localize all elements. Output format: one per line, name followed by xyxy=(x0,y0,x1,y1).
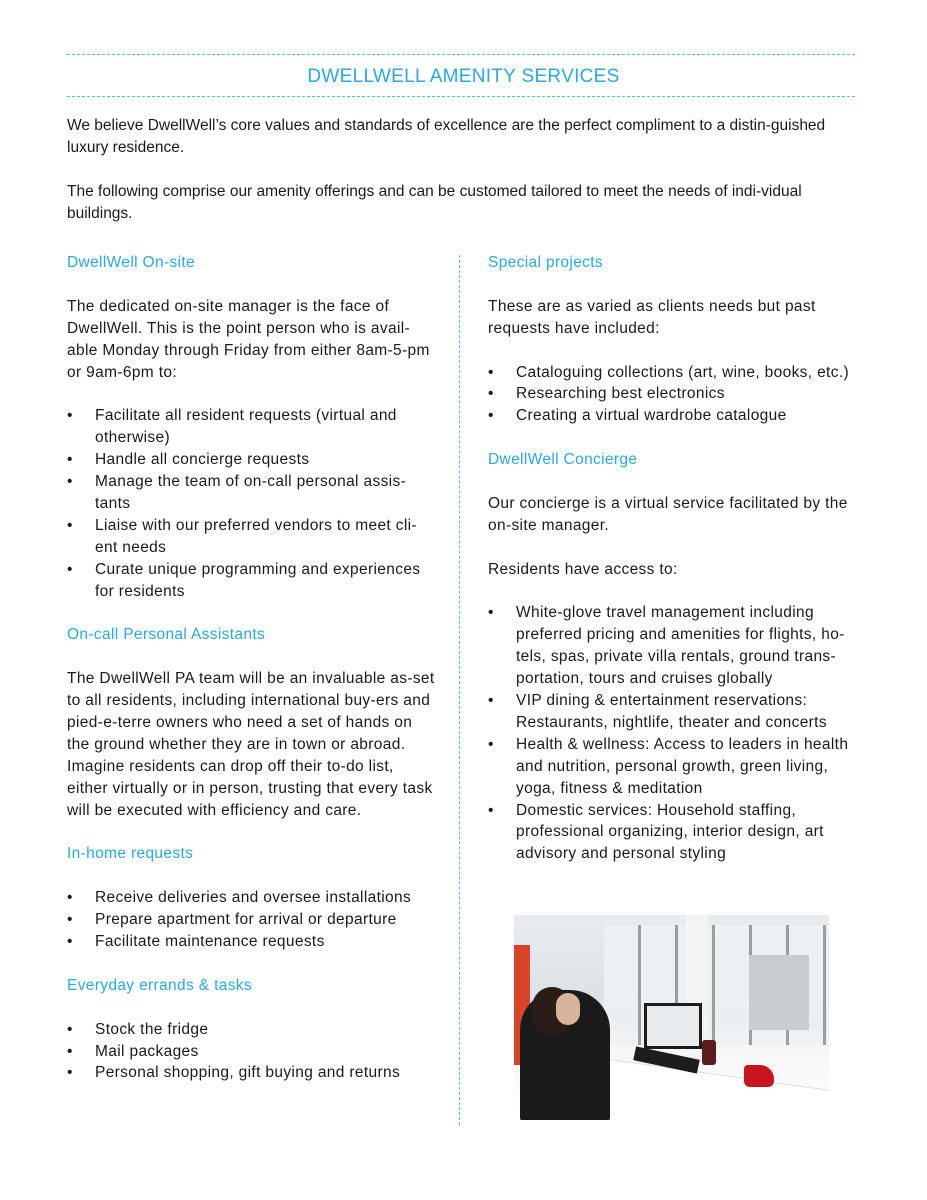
bullet-icon: • xyxy=(67,1064,73,1082)
red-shoe-ornament xyxy=(744,1065,774,1087)
bullet-icon: • xyxy=(488,604,494,622)
list-item: • Liaise with our preferred vendors to meet cli-ent needs xyxy=(67,516,417,556)
list-item: • Personal shopping, gift buying and returns xyxy=(67,1062,437,1084)
list-item: • Domestic services: Household staffing, professional organizing, interior design, art advisory and personal styling xyxy=(488,801,824,863)
bullet-icon: • xyxy=(67,1042,73,1060)
bullet-icon: • xyxy=(67,1020,73,1038)
bullet-icon: • xyxy=(488,692,494,710)
page-title: DWELLWELL AMENITY SERVICES xyxy=(307,66,620,87)
list-item: • Researching best electronics xyxy=(488,383,860,405)
building-outside xyxy=(749,955,809,1030)
section-heading: On-call Personal Assistants xyxy=(67,626,266,644)
column-divider xyxy=(459,255,460,1125)
bullet-icon: • xyxy=(67,473,73,491)
bullet-icon: • xyxy=(488,801,494,819)
bullet-list xyxy=(67,887,437,953)
bullet-list xyxy=(67,1019,437,1085)
bullet-icon: • xyxy=(67,451,73,469)
bullet-list xyxy=(67,405,437,602)
section-body: These are as varied as clients needs but past requests have included: xyxy=(488,297,816,337)
list-item: • Curate unique programming and experiences for residents xyxy=(67,560,421,600)
section-special-projects xyxy=(488,252,860,427)
bullet-icon: • xyxy=(488,363,494,381)
list-item: • Facilitate maintenance requests xyxy=(67,931,437,953)
bullet-icon: • xyxy=(488,385,494,403)
bullet-icon: • xyxy=(67,911,73,929)
list-item: • Cataloguing collections (art, wine, books, etc.) xyxy=(488,362,860,384)
section-body-access: Residents have access to: xyxy=(488,560,678,578)
list-item: • VIP dining & entertainment reservations: Restaurants, nightlife, theater and concerts xyxy=(488,692,827,731)
intro-paragraph-1: We believe DwellWell’s core values and standards of excellence are the perfect compliment to a distin-guished luxury residence. xyxy=(67,117,826,156)
section-heading: DwellWell On-site xyxy=(67,254,195,271)
list-item: • Receive deliveries and oversee installations xyxy=(67,887,437,909)
concierge-desk-photo xyxy=(514,915,829,1120)
section-heading: In-home requests xyxy=(67,845,194,863)
section-personal-assistants xyxy=(67,624,437,821)
bullet-list xyxy=(488,362,860,428)
bullet-icon: • xyxy=(67,889,73,907)
bullet-icon: • xyxy=(488,735,494,753)
top-dashed-rule xyxy=(67,54,855,55)
intro-paragraph-2: The following comprise our amenity offerings and can be customed tailored to meet the needs of indi-vidual buildings. xyxy=(67,183,802,222)
section-everyday-errands xyxy=(67,975,437,1085)
list-item: • Handle all concierge requests xyxy=(67,449,437,471)
left-column xyxy=(67,252,437,1106)
list-item: • Creating a virtual wardrobe catalogue xyxy=(488,405,860,427)
bullet-icon: • xyxy=(67,560,73,578)
list-item: • Facilitate all resident requests (virtual and otherwise) xyxy=(67,407,397,447)
list-item: • Health & wellness: Access to leaders in health and nutrition, personal growth, green living, yoga, fitness & meditation xyxy=(488,735,849,797)
bullet-icon: • xyxy=(488,407,494,425)
bullet-icon: • xyxy=(67,407,73,425)
section-in-home-requests xyxy=(67,843,437,953)
bullet-icon: • xyxy=(67,516,73,534)
list-item: • Prepare apartment for arrival or departure xyxy=(67,909,437,931)
person-face xyxy=(556,993,580,1025)
list-item: • Mail packages xyxy=(67,1041,437,1063)
title-dashed-rule xyxy=(67,96,855,97)
section-heading: DwellWell Concierge xyxy=(488,451,638,469)
section-body: The DwellWell PA team will be an invaluable as-set to all residents, including international buy-ers and pied-e-terre owners who need a set of hands on the ground whether they are in town or abroad. Imagine residents can drop off their to-do list, either virtually or in person, trusting that every task will be executed with efficiency and care. xyxy=(67,670,435,819)
list-item: • Manage the team of on-call personal assis-tants xyxy=(67,473,407,512)
bullet-icon: • xyxy=(67,933,73,950)
cup xyxy=(702,1040,716,1065)
list-item: • White-glove travel management including preferred pricing and amenities for flights, ho-tels, spas, private villa rentals, ground trans-portation, tours and cruises globally xyxy=(488,604,845,688)
list-item: • Stock the fridge xyxy=(67,1019,437,1041)
section-concierge xyxy=(488,449,860,865)
computer-monitor xyxy=(644,1003,702,1049)
right-column xyxy=(488,252,860,887)
section-heading: Everyday errands & tasks xyxy=(67,976,252,994)
section-body: Our concierge is a virtual service facilitated by the on-site manager. xyxy=(488,494,848,534)
section-body: The dedicated on-site manager is the face of DwellWell. This is the point person who is avail-able Monday through Friday from either 8am-5-pm or 9am-6pm to: xyxy=(67,297,430,381)
section-heading: Special projects xyxy=(488,254,604,271)
section-onsite xyxy=(67,252,437,602)
bullet-list xyxy=(488,602,860,865)
